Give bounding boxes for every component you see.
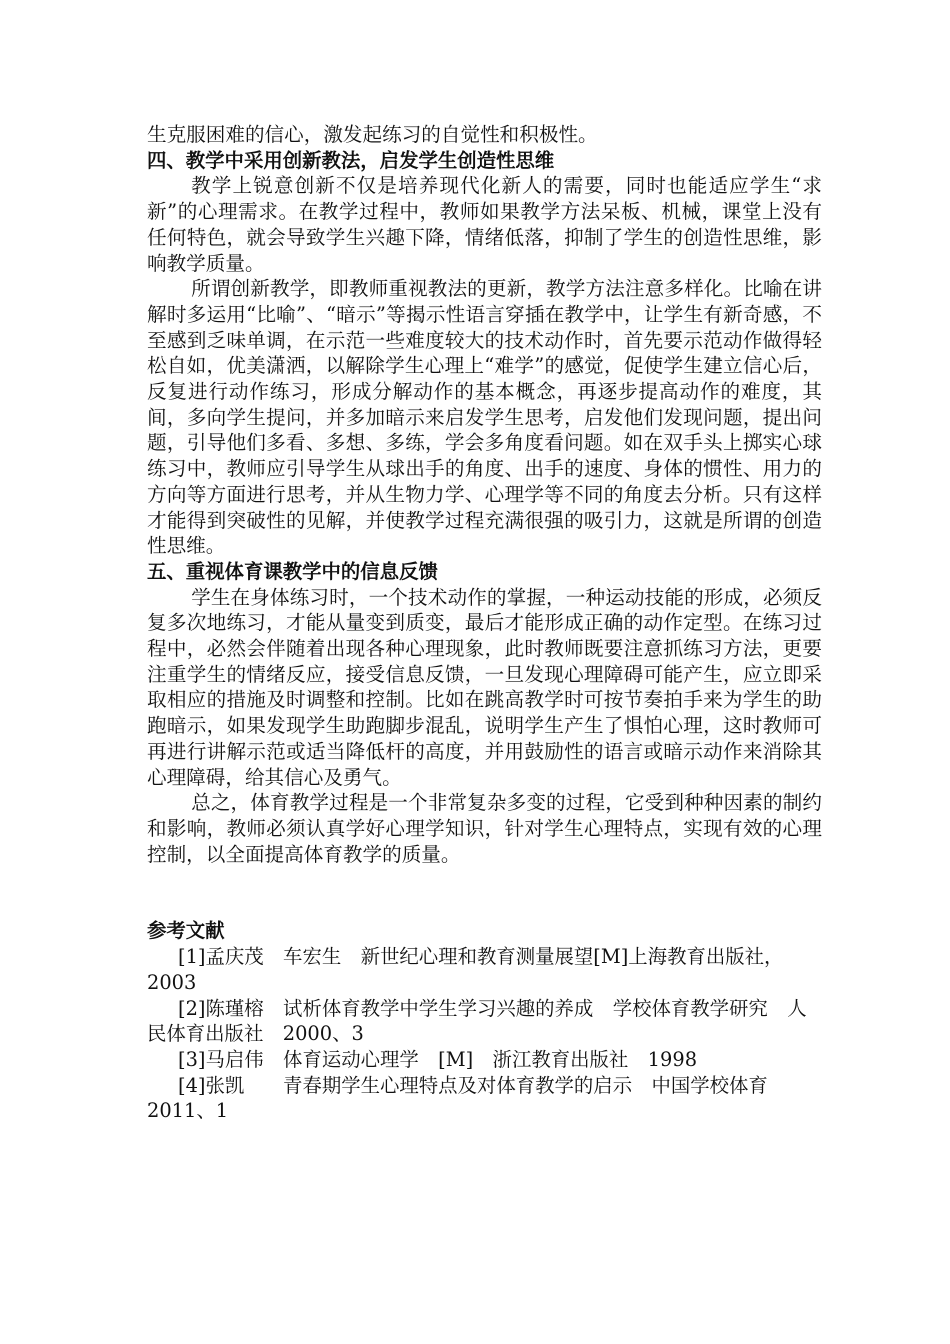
section-5-heading: 五、重视体育课教学中的信息反馈 [147,559,438,583]
section-5-paragraph-1: 学生在身体练习时，一个技术动作的掌握，一种运动技能的形成，必须反复多次地练习，才能从量变到质变，最后才能形成正确的动作定型。在练习过程中，必然会伴随着出现各种心理现象，此时教师既要注意抓练习方法，更要注重学生的情绪反应，接受信息反馈，一旦发现心理障碍可能产生，应立即采取相应的措施及时调整和控制。比如在跳高教学时可按节奏拍手来为学生的助跑暗示，如果发现学生助跑脚步混乱，说明学生产生了惧怕心理，这时教师可再进行讲解示范或适当降低杆的高度，并用鼓励性的语言或暗示动作来消除其心理障碍，给其信心及勇气。 [147,585,822,789]
reference-item-3: [3]马启伟 体育运动心理学 [M] 浙江教育出版社 1998 [178,1047,698,1071]
section-4-paragraph-1: 教学上锐意创新不仅是培养现代化新人的需要，同时也能适应学生“求新”的心理需求。在教学过程中，教师如果教学方法呆板、机械，课堂上没有任何特色，就会导致学生兴趣下降，情绪低落，抑制了学生的创造性思维，影响教学质量。 [147,174,822,275]
section-4-heading: 四、教学中采用创新教法，启发学生创造性思维 [147,148,555,172]
references-heading: 参考文献 [147,919,225,943]
reference-item-1: [1]孟庆茂 车宏生 新世纪心理和教育测量展望[M]上海教育出版社，2003 [147,945,784,994]
document-page [147,122,822,1124]
section-4-paragraph-2: 所谓创新教学，即教师重视教法的更新，教学方法注意多样化。比喻在讲解时多运用“比喻”、“暗示”等揭示性语言穿插在教学中，让学生有新奇感，不至感到乏味单调，在示范一些难度较大的技术动作时，首先要示范动作做得轻松自如，优美潇洒，以解除学生心理上“难学”的感觉，促使学生建立信心后，反复进行动作练习，形成分解动作的基本概念，再逐步提高动作的难度，其间，多向学生提问，并多加暗示来启发学生思考，启发他们发现问题，提出问题，引导他们多看、多想、多练，学会多角度看问题。如在双手头上掷实心球练习中，教师应引导学生从球出手的角度、出手的速度、身体的惯性、用力的方向等方面进行思考，并从生物力学、心理学等不同的角度去分析。只有这样才能得到突破性的见解，并使教学过程充满很强的吸引力，这就是所谓的创造性思维。 [147,277,822,558]
paragraph-continuation: 生克服困难的信心，激发起练习的自觉性和积极性。 [147,123,598,146]
section-5-paragraph-2: 总之，体育教学过程是一个非常复杂多变的过程，它受到种种因素的制约和影响，教师必须认真学好心理学知识，针对学生心理特点，实现有效的心理控制，以全面提高体育教学的质量。 [147,791,822,866]
spacer [147,867,822,918]
reference-item-2: [2]陈瑾榕 试析体育教学中学生学习兴趣的养成 学校体育教学研究 人民体育出版社 2000、3 [147,996,807,1046]
reference-item-4: [4]张凯 青春期学生心理特点及对体育教学的启示 中国学校体育 2011、1 [147,1073,788,1123]
